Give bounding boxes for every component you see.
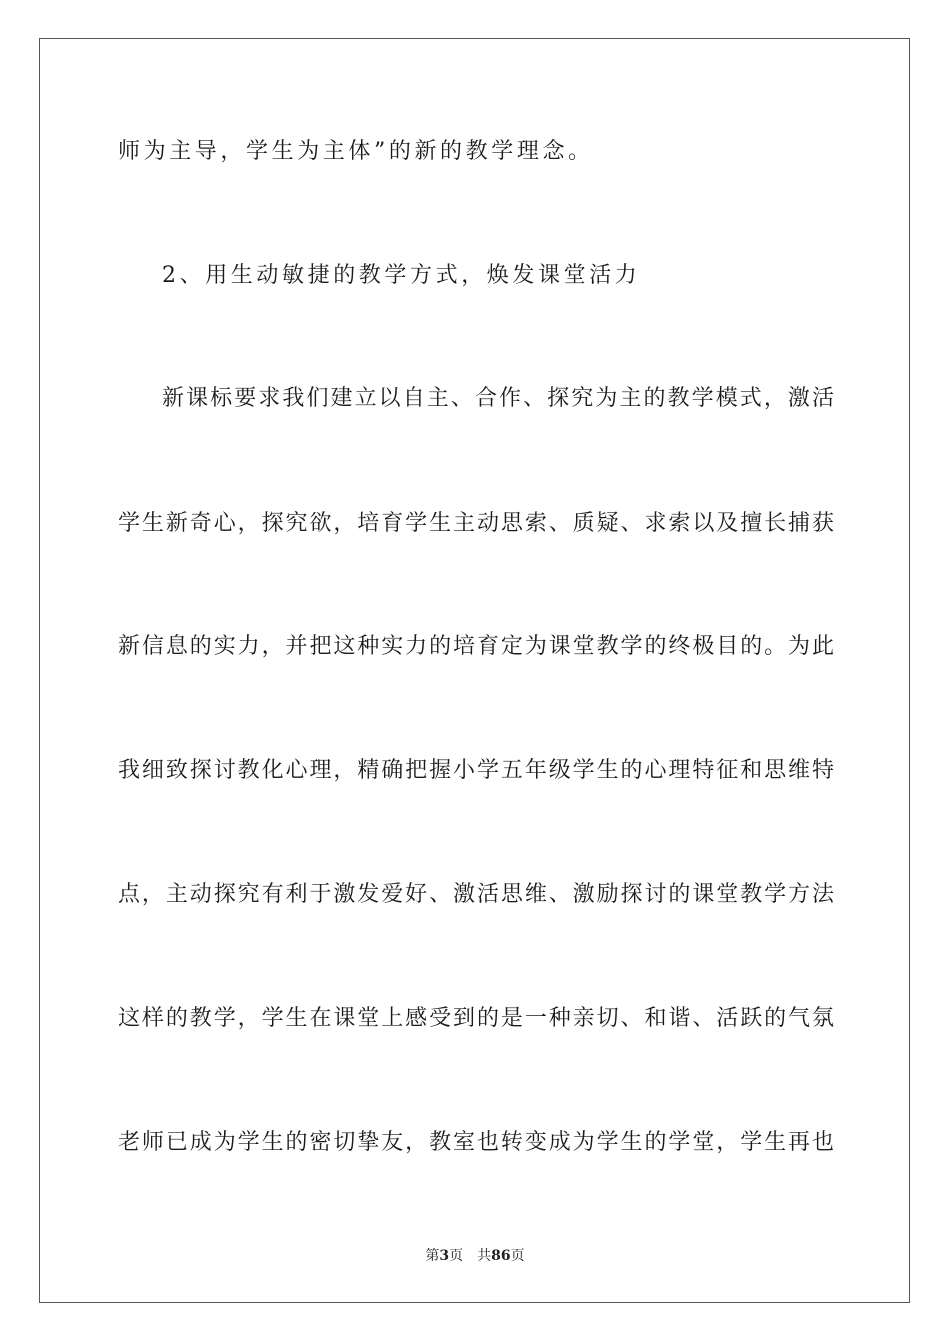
section-heading: 2、用生动敏捷的教学方式，焕发课堂活力 (162, 263, 641, 288)
paragraph-line-1: 师为主导，学生为主体”的新的教学理念。 (118, 139, 594, 164)
paragraph-line-6: 点，主动探究有利于激发爱好、激活思维、激励探讨的课堂教学方法 (118, 882, 834, 907)
total-prefix: 共 (477, 1248, 492, 1264)
paragraph-line-3: 学生新奇心，探究欲，培育学生主动思索、质疑、求索以及擅长捕获 (118, 511, 834, 536)
page-footer (0, 1246, 950, 1266)
page-suffix: 页 (449, 1248, 464, 1264)
page-prefix: 第 (425, 1248, 440, 1264)
paragraph-line-7: 这样的教学，学生在课堂上感受到的是一种亲切、和谐、活跃的气氛 (118, 1006, 834, 1031)
paragraph-line-2: 新课标要求我们建立以自主、合作、探究为主的教学模式，激活 (162, 386, 834, 411)
paragraph-line-8: 老师已成为学生的密切挚友，教室也转变成为学生的学堂，学生再也 (118, 1130, 834, 1155)
paragraph-line-5: 我细致探讨教化心理，精确把握小学五年级学生的心理特征和思维特 (118, 758, 834, 783)
paragraph-line-4: 新信息的实力，并把这种实力的培育定为课堂教学的终极目的。为此 (118, 634, 834, 659)
total-suffix: 页 (510, 1248, 525, 1264)
page-border (39, 38, 910, 1303)
page-number: 3 (439, 1248, 450, 1264)
total-pages: 86 (491, 1248, 511, 1264)
